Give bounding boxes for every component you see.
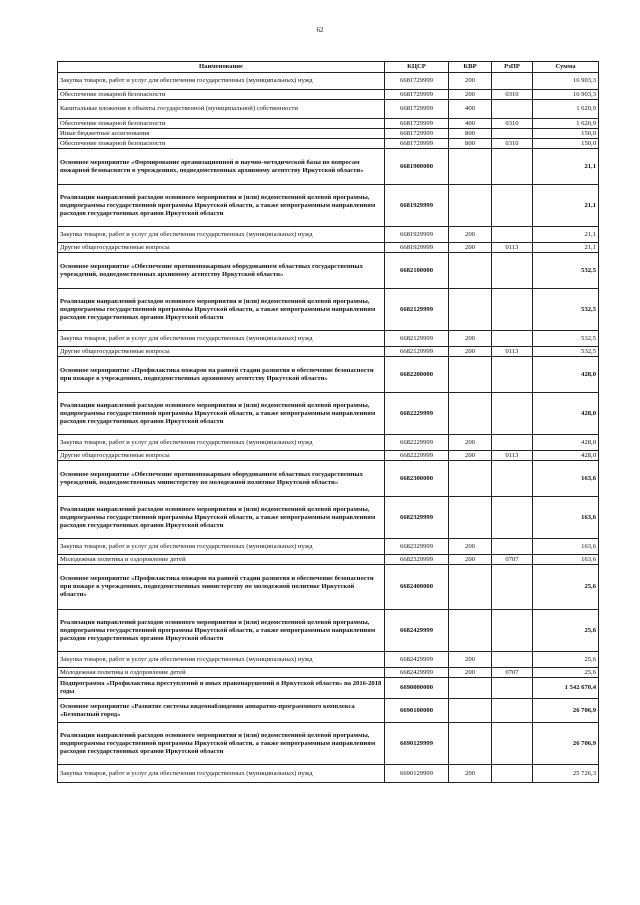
table-row <box>58 73 599 90</box>
cell-code: 6682329999 <box>385 497 449 539</box>
cell-sum: 26 706,9 <box>533 723 599 765</box>
table-row <box>58 357 599 393</box>
cell-name: Основное мероприятие «Профилактика пожаров на ранней стадии развития и обеспечение безопасности при пожаре в учреждениях, подведомственных архивному агентству Иркутской области» <box>58 357 385 393</box>
table-row <box>58 678 599 699</box>
cell-rzpr: 0113 <box>492 243 533 253</box>
table-row <box>58 610 599 652</box>
cell-name: Основное мероприятие «Профилактика пожаров на ранней стадии развития и обеспечение безопасности при пожаре в учреждениях, подведомственных министерству по молодежной политике Иркутской области» <box>58 565 385 610</box>
table-body <box>58 73 599 783</box>
cell-code: 6682429999 <box>385 652 449 668</box>
cell-code: 6682229999 <box>385 451 449 461</box>
cell-sum: 1 542 670,4 <box>533 678 599 699</box>
cell-sum: 1 620,9 <box>533 100 599 119</box>
cell-kvr: 200 <box>449 331 492 347</box>
column-header-code: КЦСР <box>385 62 449 73</box>
cell-kvr <box>449 678 492 699</box>
cell-sum: 428,0 <box>533 435 599 451</box>
cell-rzpr <box>492 149 533 185</box>
cell-rzpr <box>492 678 533 699</box>
cell-code: 6681729999 <box>385 90 449 100</box>
cell-sum: 532,5 <box>533 253 599 289</box>
cell-code: 6681929999 <box>385 227 449 243</box>
cell-code: 6681729999 <box>385 129 449 139</box>
cell-sum: 25,6 <box>533 668 599 678</box>
table-row <box>58 185 599 227</box>
table-row <box>58 565 599 610</box>
cell-code: 6681929999 <box>385 243 449 253</box>
cell-code: 6682429999 <box>385 610 449 652</box>
cell-kvr <box>449 253 492 289</box>
table-row <box>58 90 599 100</box>
cell-kvr: 200 <box>449 555 492 565</box>
table-row <box>58 539 599 555</box>
cell-name: Другие общегосударственные вопросы <box>58 347 385 357</box>
cell-kvr <box>449 723 492 765</box>
cell-code: 6682329999 <box>385 539 449 555</box>
cell-rzpr <box>492 100 533 119</box>
cell-rzpr <box>492 610 533 652</box>
cell-name: Основное мероприятие «Обеспечение противопожарным оборудованием областных государственных учреждений, подведомственных министерству по молодежной политике Иркутской области» <box>58 461 385 497</box>
cell-code: 6682429999 <box>385 668 449 678</box>
table-row <box>58 347 599 357</box>
cell-sum: 163,6 <box>533 461 599 497</box>
cell-code: 6682229999 <box>385 393 449 435</box>
cell-name: Основное мероприятие «Обеспечение противопожарным оборудованием областных государственных учреждений, подведомственных архивному агентству Иркутской области» <box>58 253 385 289</box>
cell-name: Реализация направлений расходов основного мероприятия и (или) ведомственной целевой программы, подпрограммы государственной программы Иркутской области, а также непрограммным направлениям расходов государственных органов Иркутской области <box>58 289 385 331</box>
table-row <box>58 243 599 253</box>
cell-rzpr <box>492 765 533 783</box>
table-row <box>58 139 599 149</box>
cell-rzpr <box>492 331 533 347</box>
cell-kvr <box>449 357 492 393</box>
cell-kvr <box>449 185 492 227</box>
cell-rzpr: 0310 <box>492 90 533 100</box>
cell-code: 6681929999 <box>385 185 449 227</box>
cell-kvr: 200 <box>449 227 492 243</box>
cell-sum: 428,0 <box>533 451 599 461</box>
cell-kvr <box>449 461 492 497</box>
table-row <box>58 435 599 451</box>
cell-code: 6681900000 <box>385 149 449 185</box>
table-row <box>58 393 599 435</box>
cell-kvr: 200 <box>449 668 492 678</box>
cell-kvr <box>449 497 492 539</box>
cell-kvr: 200 <box>449 243 492 253</box>
cell-name: Капитальные вложения в объекты государственной (муниципальной) собственности <box>58 100 385 119</box>
cell-code: 6681729999 <box>385 119 449 129</box>
cell-rzpr <box>492 461 533 497</box>
cell-code: 6681729999 <box>385 100 449 119</box>
table-row <box>58 451 599 461</box>
cell-code: 6682329999 <box>385 555 449 565</box>
cell-name: Реализация направлений расходов основного мероприятия и (или) ведомственной целевой программы, подпрограммы государственной программы Иркутской области, а также непрограммным направлениям расходов государственных органов Иркутской области <box>58 185 385 227</box>
cell-sum: 25 726,3 <box>533 765 599 783</box>
cell-sum: 21,1 <box>533 227 599 243</box>
cell-code: 6681729999 <box>385 139 449 149</box>
cell-code: 6682129999 <box>385 289 449 331</box>
cell-sum: 532,5 <box>533 289 599 331</box>
table-row <box>58 227 599 243</box>
cell-sum: 16 903,3 <box>533 73 599 90</box>
cell-name: Реализация направлений расходов основного мероприятия и (или) ведомственной целевой программы, подпрограммы государственной программы Иркутской области, а также непрограммным направлениям расходов государственных органов Иркутской области <box>58 393 385 435</box>
cell-sum: 21,1 <box>533 243 599 253</box>
cell-kvr: 400 <box>449 119 492 129</box>
cell-sum: 163,6 <box>533 555 599 565</box>
table-row <box>58 289 599 331</box>
cell-rzpr: 0310 <box>492 139 533 149</box>
cell-sum: 163,6 <box>533 497 599 539</box>
column-header-name: Наименование <box>58 62 385 73</box>
table-row <box>58 331 599 347</box>
cell-sum: 21,1 <box>533 149 599 185</box>
table-row <box>58 652 599 668</box>
cell-kvr <box>449 289 492 331</box>
cell-kvr: 200 <box>449 90 492 100</box>
cell-rzpr <box>492 565 533 610</box>
cell-code: 6690129999 <box>385 723 449 765</box>
cell-name: Обеспечение пожарной безопасности <box>58 90 385 100</box>
cell-rzpr <box>492 539 533 555</box>
cell-sum: 532,5 <box>533 331 599 347</box>
cell-kvr: 800 <box>449 129 492 139</box>
table-row <box>58 461 599 497</box>
table-row <box>58 723 599 765</box>
cell-sum: 532,5 <box>533 347 599 357</box>
cell-rzpr <box>492 699 533 723</box>
cell-kvr: 400 <box>449 100 492 119</box>
table-row <box>58 555 599 565</box>
cell-code: 6682300000 <box>385 461 449 497</box>
column-header-kvr: КВР <box>449 62 492 73</box>
cell-code: 6690100000 <box>385 699 449 723</box>
cell-name: Закупка товаров, работ и услуг для обеспечения государственных (муниципальных) нужд <box>58 331 385 347</box>
cell-rzpr <box>492 497 533 539</box>
cell-rzpr <box>492 393 533 435</box>
cell-kvr <box>449 699 492 723</box>
cell-rzpr <box>492 652 533 668</box>
cell-code: 6682100000 <box>385 253 449 289</box>
table-row <box>58 100 599 119</box>
cell-name: Молодежная политика и оздоровление детей <box>58 555 385 565</box>
cell-kvr: 200 <box>449 652 492 668</box>
budget-table <box>57 61 599 783</box>
cell-name: Закупка товаров, работ и услуг для обеспечения государственных (муниципальных) нужд <box>58 539 385 555</box>
cell-sum: 26 706,9 <box>533 699 599 723</box>
cell-rzpr <box>492 289 533 331</box>
table-row <box>58 149 599 185</box>
cell-kvr: 200 <box>449 73 492 90</box>
cell-kvr: 200 <box>449 347 492 357</box>
cell-name: Реализация направлений расходов основного мероприятия и (или) ведомственной целевой программы, подпрограммы государственной программы Иркутской области, а также непрограммным направлениям расходов государственных органов Иркутской области <box>58 610 385 652</box>
column-header-rzpr: РзПР <box>492 62 533 73</box>
cell-name: Закупка товаров, работ и услуг для обеспечения государственных (муниципальных) нужд <box>58 435 385 451</box>
cell-rzpr: 0310 <box>492 119 533 129</box>
table-row <box>58 129 599 139</box>
cell-kvr: 200 <box>449 765 492 783</box>
cell-sum: 150,0 <box>533 139 599 149</box>
table-row <box>58 765 599 783</box>
cell-rzpr <box>492 723 533 765</box>
cell-code: 6681729999 <box>385 73 449 90</box>
cell-sum: 21,1 <box>533 185 599 227</box>
cell-code: 6690000000 <box>385 678 449 699</box>
column-header-sum: Сумма <box>533 62 599 73</box>
cell-name: Основное мероприятие «Развитие системы видеонаблюдения аппаратно-программного комплекса «Безопасный город» <box>58 699 385 723</box>
cell-kvr <box>449 610 492 652</box>
cell-rzpr: 0113 <box>492 347 533 357</box>
cell-sum: 16 903,3 <box>533 90 599 100</box>
cell-name: Основное мероприятие «Формирование организационной и научно-методической базы по вопросам пожарной безопасности в учреждениях, подведомственных архивному агентству Иркутской области» <box>58 149 385 185</box>
table-row <box>58 253 599 289</box>
cell-kvr: 800 <box>449 139 492 149</box>
table-header-row <box>58 62 599 73</box>
cell-rzpr <box>492 227 533 243</box>
table-row <box>58 497 599 539</box>
cell-name: Другие общегосударственные вопросы <box>58 243 385 253</box>
cell-code: 6682400000 <box>385 565 449 610</box>
cell-name: Подпрограмма «Профилактика преступлений и иных правонарушений в Иркутской области» на 2016-2018 годы <box>58 678 385 699</box>
cell-code: 6690129999 <box>385 765 449 783</box>
cell-sum: 150,0 <box>533 129 599 139</box>
page-number: 62 <box>316 26 324 34</box>
cell-kvr: 200 <box>449 451 492 461</box>
cell-rzpr <box>492 73 533 90</box>
cell-sum: 1 620,9 <box>533 119 599 129</box>
cell-name: Реализация направлений расходов основного мероприятия и (или) ведомственной целевой программы, подпрограммы государственной программы Иркутской области, а также непрограммным направлениям расходов государственных органов Иркутской области <box>58 723 385 765</box>
cell-rzpr <box>492 253 533 289</box>
cell-rzpr: 0113 <box>492 451 533 461</box>
table-row <box>58 668 599 678</box>
cell-name: Молодежная политика и оздоровление детей <box>58 668 385 678</box>
cell-name: Закупка товаров, работ и услуг для обеспечения государственных (муниципальных) нужд <box>58 765 385 783</box>
cell-sum: 25,6 <box>533 610 599 652</box>
cell-kvr <box>449 565 492 610</box>
cell-name: Иные бюджетные ассигнования <box>58 129 385 139</box>
cell-kvr <box>449 393 492 435</box>
cell-kvr: 200 <box>449 539 492 555</box>
cell-kvr <box>449 149 492 185</box>
cell-rzpr <box>492 357 533 393</box>
cell-sum: 25,6 <box>533 565 599 610</box>
cell-name: Закупка товаров, работ и услуг для обеспечения государственных (муниципальных) нужд <box>58 652 385 668</box>
table-row <box>58 699 599 723</box>
cell-sum: 428,0 <box>533 393 599 435</box>
cell-name: Другие общегосударственные вопросы <box>58 451 385 461</box>
cell-code: 6682129999 <box>385 347 449 357</box>
cell-name: Реализация направлений расходов основного мероприятия и (или) ведомственной целевой программы, подпрограммы государственной программы Иркутской области, а также непрограммным направлениям расходов государственных органов Иркутской области <box>58 497 385 539</box>
cell-rzpr <box>492 185 533 227</box>
cell-name: Закупка товаров, работ и услуг для обеспечения государственных (муниципальных) нужд <box>58 227 385 243</box>
cell-name: Обеспечение пожарной безопасности <box>58 119 385 129</box>
cell-rzpr <box>492 435 533 451</box>
cell-rzpr: 0707 <box>492 668 533 678</box>
table-row <box>58 119 599 129</box>
cell-code: 6682229999 <box>385 435 449 451</box>
cell-rzpr <box>492 129 533 139</box>
cell-sum: 25,6 <box>533 652 599 668</box>
cell-kvr: 200 <box>449 435 492 451</box>
cell-rzpr: 0707 <box>492 555 533 565</box>
cell-name: Обеспечение пожарной безопасности <box>58 139 385 149</box>
cell-sum: 163,6 <box>533 539 599 555</box>
cell-code: 6682129999 <box>385 331 449 347</box>
cell-sum: 428,0 <box>533 357 599 393</box>
cell-name: Закупка товаров, работ и услуг для обеспечения государственных (муниципальных) нужд <box>58 73 385 90</box>
cell-code: 6682200000 <box>385 357 449 393</box>
